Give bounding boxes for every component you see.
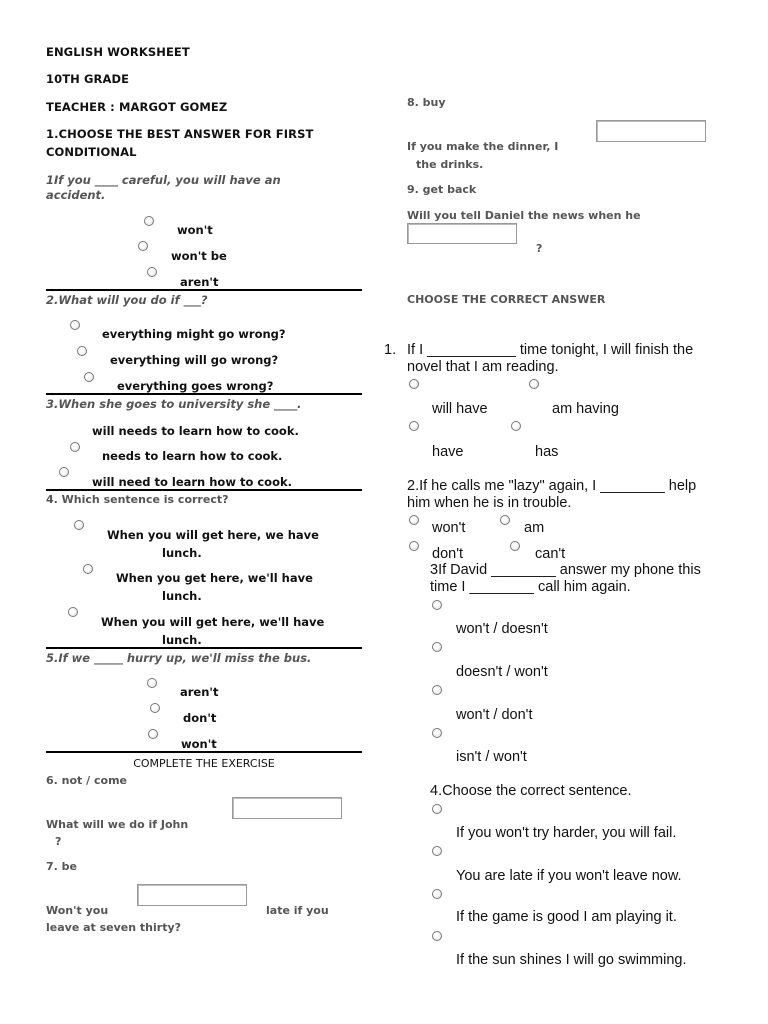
option-label-cont: lunch. <box>162 633 202 647</box>
q8-label: 8. buy <box>407 96 446 109</box>
option-label: won't / don't <box>456 707 533 723</box>
radio-button[interactable] <box>147 678 157 688</box>
question-2: 2.What will you do if ___? <box>46 293 208 307</box>
radio-button[interactable] <box>148 729 158 739</box>
radio-button[interactable] <box>68 607 78 617</box>
option-label: won't <box>181 737 217 751</box>
q7-label: 7. be <box>46 860 77 873</box>
radio-button[interactable] <box>432 600 442 610</box>
radio-button[interactable] <box>77 346 87 356</box>
radio-button[interactable] <box>432 931 442 941</box>
c1-question: If I ___________ time tonight, I will finish the <box>407 342 694 358</box>
teacher-label: TEACHER : MARGOT GOMEZ <box>46 100 228 114</box>
option-label: will have <box>432 401 488 417</box>
option-label: If you won't try harder, you will fail. <box>456 825 677 841</box>
radio-button[interactable] <box>147 267 157 277</box>
radio-button[interactable] <box>74 520 84 530</box>
option-label: will need to learn how to cook. <box>92 475 292 489</box>
option-label: won't <box>177 223 213 237</box>
q6-qmark: ? <box>55 835 62 848</box>
section-complete-title: COMPLETE THE EXERCISE <box>133 757 275 770</box>
option-label: will needs to learn how to cook. <box>92 424 299 438</box>
divider <box>46 393 362 395</box>
question-1: 1If you ____ careful, you will have an <box>46 173 281 187</box>
radio-button[interactable] <box>59 467 69 477</box>
radio-button[interactable] <box>150 703 160 713</box>
worksheet-title: ENGLISH WORKSHEET <box>46 45 190 59</box>
grade-label: 10TH GRADE <box>46 72 130 86</box>
radio-button[interactable] <box>409 379 419 389</box>
radio-button[interactable] <box>144 216 154 226</box>
q6-label: 6. not / come <box>46 774 127 787</box>
c3-question: 3If David ________ answer my phone this <box>430 562 701 578</box>
option-label: aren't <box>180 275 219 289</box>
option-label: When you will get here, we'll have <box>101 615 325 629</box>
radio-button[interactable] <box>70 320 80 330</box>
option-label: everything will go wrong? <box>110 353 279 367</box>
q9-label: 9. get back <box>407 183 477 196</box>
option-label: everything goes wrong? <box>117 379 274 393</box>
radio-button[interactable] <box>432 804 442 814</box>
option-label: needs to learn how to cook. <box>102 449 283 463</box>
question-1-cont: accident. <box>46 188 106 202</box>
q6-text: What will we do if John <box>46 818 189 831</box>
option-label: won't / doesn't <box>456 621 548 637</box>
radio-button[interactable] <box>432 846 442 856</box>
radio-button[interactable] <box>500 515 510 525</box>
option-label: don't <box>183 711 217 725</box>
option-label: doesn't / won't <box>456 664 548 680</box>
option-label: aren't <box>180 685 219 699</box>
q7-text-cont: late if you <box>266 904 329 917</box>
radio-button[interactable] <box>432 728 442 738</box>
radio-button[interactable] <box>529 379 539 389</box>
option-label: everything might go wrong? <box>102 327 286 341</box>
q9-text: Will you tell Daniel the news when he <box>407 209 641 222</box>
radio-button[interactable] <box>70 442 80 452</box>
answer-input[interactable] <box>407 223 517 244</box>
section1-title: 1.CHOOSE THE BEST ANSWER FOR FIRST <box>46 127 314 141</box>
radio-button[interactable] <box>409 515 419 525</box>
answer-input[interactable] <box>137 884 247 906</box>
question-4: 4. Which sentence is correct? <box>46 493 229 506</box>
section1-title-cont: CONDITIONAL <box>46 145 137 159</box>
option-label: don't <box>432 546 463 562</box>
q7-text-end: leave at seven thirty? <box>46 921 182 934</box>
option-label: am having <box>552 401 619 417</box>
answer-input[interactable] <box>596 120 706 142</box>
c1-question-cont: novel that I am reading. <box>407 359 559 375</box>
c4-question: 4.Choose the correct sentence. <box>430 783 632 799</box>
answer-input[interactable] <box>232 797 342 819</box>
divider <box>46 489 362 491</box>
option-label: am <box>524 520 545 536</box>
option-label: won't be <box>171 249 227 263</box>
option-label: have <box>432 444 464 460</box>
option-label: If the game is good I am playing it. <box>456 909 677 925</box>
option-label-cont: lunch. <box>162 589 202 603</box>
c2-question-cont: him when he is in trouble. <box>407 495 572 511</box>
divider <box>46 647 362 649</box>
option-label: When you will get here, we have <box>107 528 319 542</box>
radio-button[interactable] <box>511 421 521 431</box>
option-label: You are late if you won't leave now. <box>456 868 682 884</box>
q8-text-cont: the drinks. <box>416 158 484 171</box>
option-label: If the sun shines I will go swimming. <box>456 952 687 968</box>
option-label: has <box>535 444 559 460</box>
radio-button[interactable] <box>510 541 520 551</box>
radio-button[interactable] <box>409 421 419 431</box>
c3-question-cont: time I ________ call him again. <box>430 579 631 595</box>
q9-qmark: ? <box>536 242 543 255</box>
c2-question: 2.If he calls me "lazy" again, I ________ help <box>407 478 697 494</box>
radio-button[interactable] <box>409 541 419 551</box>
radio-button[interactable] <box>432 685 442 695</box>
divider <box>46 289 362 291</box>
q8-text: If you make the dinner, I <box>407 140 559 153</box>
option-label: When you get here, we'll have <box>116 571 313 585</box>
radio-button[interactable] <box>138 241 148 251</box>
section2-title: CHOOSE THE CORRECT ANSWER <box>407 293 606 306</box>
radio-button[interactable] <box>432 889 442 899</box>
question-3: 3.When she goes to university she ____. <box>46 397 302 411</box>
option-label: won't <box>432 520 466 536</box>
radio-button[interactable] <box>84 372 94 382</box>
c1-number: 1. <box>384 342 397 358</box>
radio-button[interactable] <box>83 564 93 574</box>
option-label-cont: lunch. <box>162 546 202 560</box>
question-5: 5.If we _____ hurry up, we'll miss the bus. <box>46 651 312 665</box>
option-label: can't <box>535 546 566 562</box>
radio-button[interactable] <box>432 642 442 652</box>
q7-text: Won't you <box>46 904 109 917</box>
divider <box>46 751 362 753</box>
option-label: isn't / won't <box>456 749 527 765</box>
